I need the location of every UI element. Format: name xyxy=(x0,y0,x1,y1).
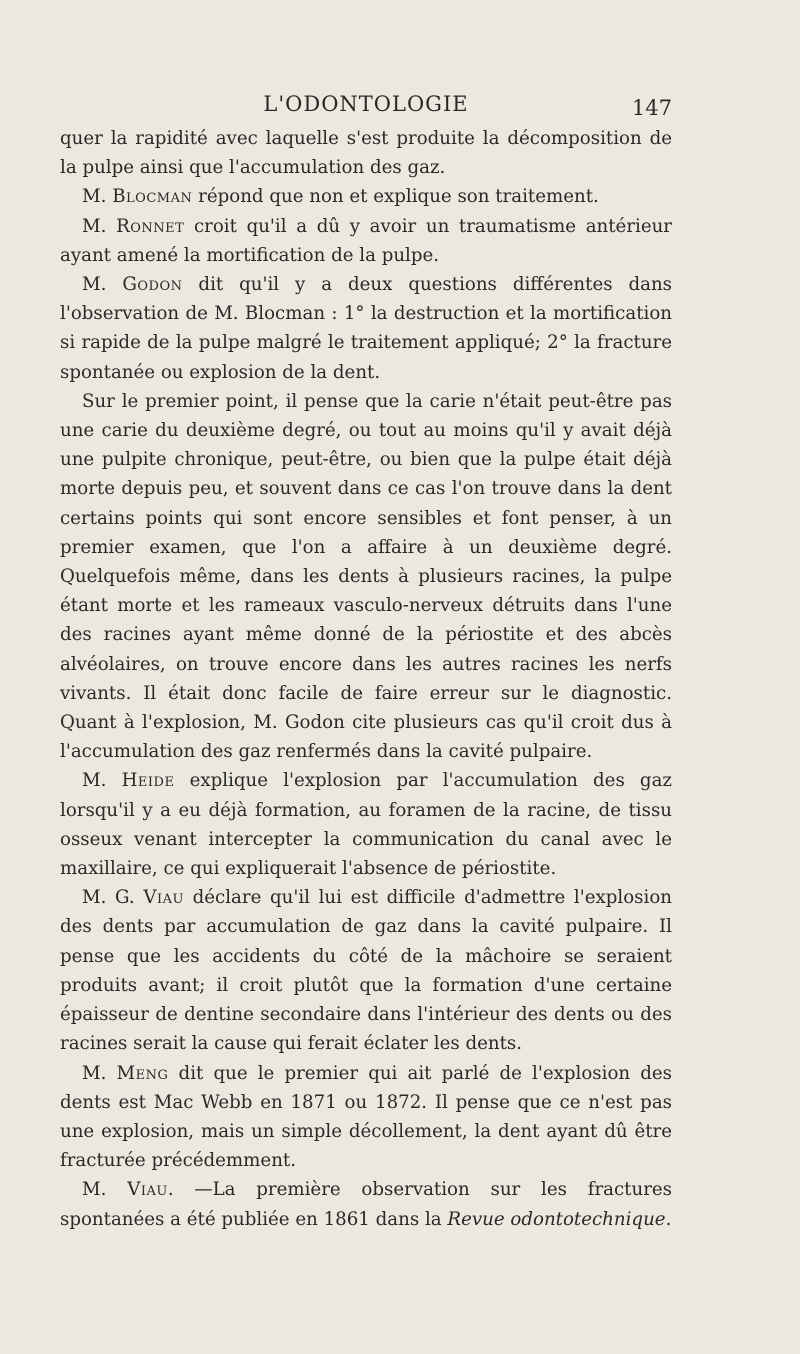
body-text xyxy=(60,124,672,1234)
paragraph-4: M. Godon dit qu'il y a deux questions différentes dans l'observation de M. Blocman : 1° la destruction et la mortification si rapide de la pulpe malgré le traitement appliqué; 2° la fracture spontanée ou explosion de la dent. xyxy=(60,274,672,383)
paragraph-6: M. Heide explique l'explosion par l'accumulation des gaz lorsqu'il y a eu déjà formation, au foramen de la racine, de tissu osseux venant intercepter la communication du canal avec le maxillaire, ce qui expliquerait l'absence de périostite. xyxy=(60,770,672,880)
page-number: 147 xyxy=(631,96,672,120)
running-title: L'ODONTOLOGIE xyxy=(263,92,469,116)
page-header xyxy=(60,88,672,120)
speaker-name: Godon xyxy=(122,274,183,296)
speaker-name: Meng xyxy=(116,1062,169,1084)
speaker-name: Heide xyxy=(121,770,175,792)
paragraph-9: M. Viau. —La première observation sur les fractures spontanées a été publiée en 1861 dans la Revue odontotechnique. xyxy=(60,1179,672,1230)
paragraph-2: M. Blocman répond que non et explique son traitement. xyxy=(82,186,599,208)
paragraph-3: M. Ronnet croit qu'il a dû y avoir un traumatisme antérieur ayant amené la mortification de la pulpe. xyxy=(60,215,673,266)
paragraph-5: Sur le premier point, il pense que la carie n'était peut-être pas une carie du deuxième degré, ou tout au moins qu'il y avait déjà une pulpite chronique, peut-être, ou bien que la pulpe était déjà morte depuis peu, et souvent dans ce cas l'on trouve dans la dent certains points qui sont encore sensibles et font penser, à un premier examen, que l'on a affaire à un deuxième degré. Quelquefois même, dans les dents à plusieurs racines, la pulpe étant morte et les rameaux vasculo-nerveux détruits dans l'une des racines ayant même donné de la périostite et des abcès alvéolaires, on trouve encore dans les autres racines les nerfs vivants. Il était donc facile de faire erreur sur le diagnostic. Quant à l'explosion, M. Godon cite plusieurs cas qu'il croit dus à l'accumulation des gaz renfermés dans la cavité pulpaire. xyxy=(60,390,672,763)
paragraph-8: M. Meng dit que le premier qui ait parlé de l'explosion des dents est Mac Webb en 1871 ou 1872. Il pense que ce n'est pas une explosion, mais un simple décollement, la dent ayant dû être fracturée précédemment. xyxy=(60,1062,672,1172)
speaker-name: Viau xyxy=(127,1179,168,1201)
journal-title: Revue odontotechnique xyxy=(447,1208,666,1230)
paragraph-1: quer la rapidité avec laquelle s'est produite la décomposition de la pulpe ainsi que l'accumulation des gaz. xyxy=(60,128,672,179)
paragraph-7: M. G. Viau déclare qu'il lui est difficile d'admettre l'explosion des dents par accumulation de gaz dans la cavité pulpaire. Il pense que les accidents du côté de la mâchoire se seraient produits avant; il croit plutôt que la formation d'une certaine épaisseur de dentine secondaire dans l'intérieur des dents ou des racines serait la cause qui ferait éclater les dents. xyxy=(60,887,672,1055)
speaker-name: Viau xyxy=(143,887,184,909)
speaker-name: Ronnet xyxy=(116,215,185,237)
speaker-name: Blocman xyxy=(112,186,193,208)
